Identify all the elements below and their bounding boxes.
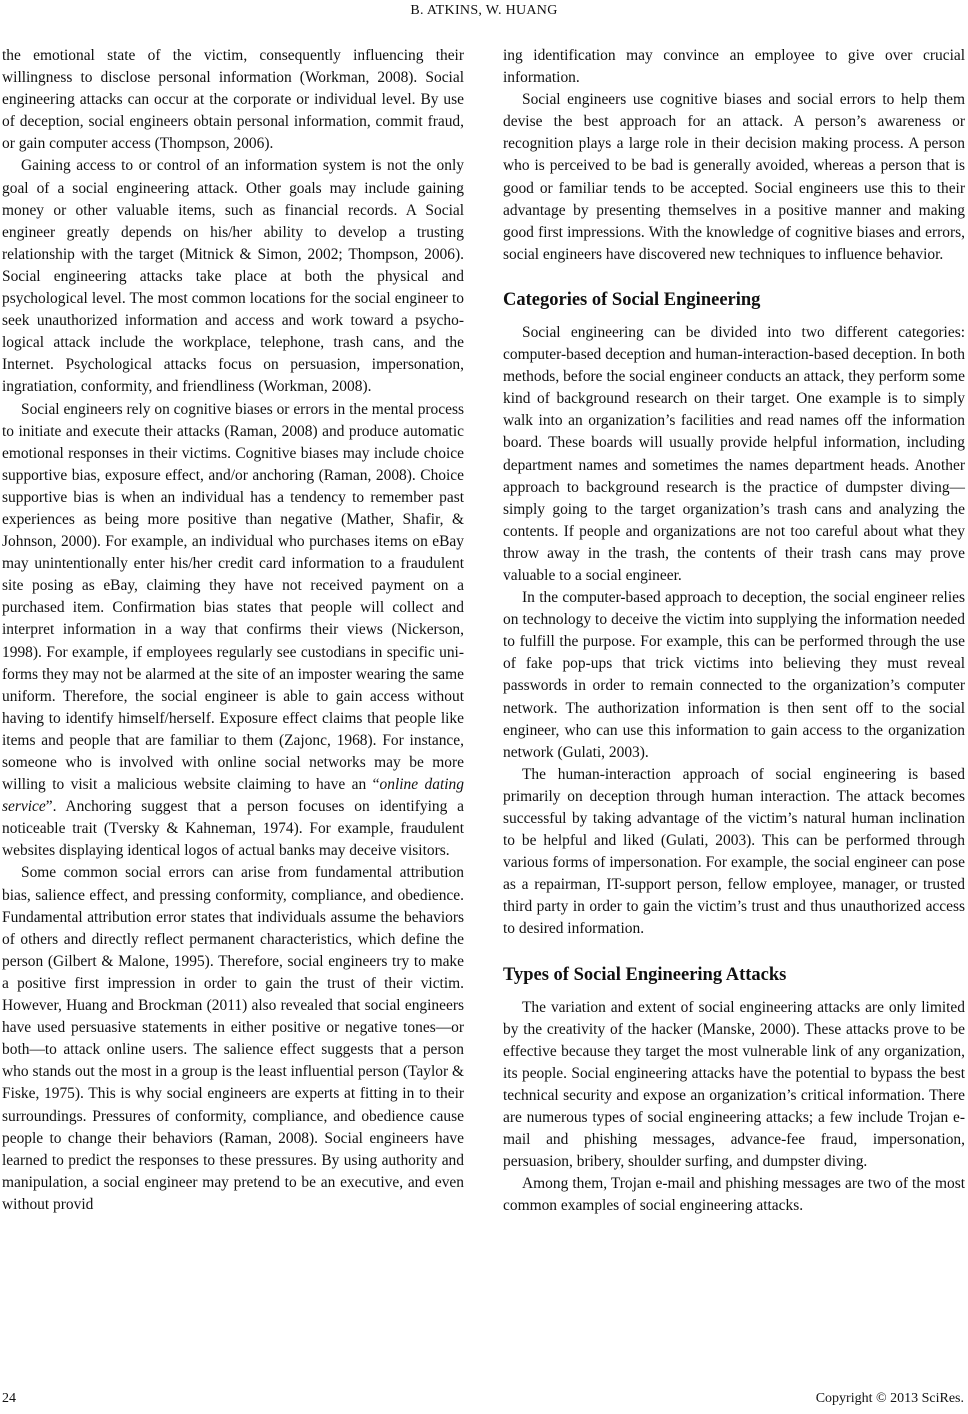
paragraph-text: Social engineers rely on cognitive biases or errors in the mental process to initiate and execute their attacks (Raman, 2008) and produce automatic emotional responses in their victims. Cognitive biases may include choice supportive bias, exposure effect, and/or anchoring (Raman, 2008). Choice supportive bias is when an individual has a tendency to remember past experiences as being more positive than negative (Mather, Shafir, & Johnson, 2000). For example, an individual who purchases items on eBay may unintentionally enter his/her credit card information to a fraudulent site posing as eBay, claiming they have not received payment on a purchased item. Confirmation bias states that people will collect and interpret information in a way that confirms their views (Nickerson, 1998). For example, if employees regularly see custodians in specific uniforms they may not be alarmed at the site of an imposter wearing the same uniform. Therefore, the social engineer is able to gain access without having to identify himself/herself. Exposure effect claims that people like items and people that are familiar to them (Zajonc, 1968). For instance, someone who is involved with online social networks may be more willing to visit a malicious website claiming to have an “ — [2, 400, 464, 794]
paragraph-text: ”. Anchoring suggest that a person focuses on identifying a noticeable trait (Tversky & Kahneman, 1974). For example, fraudulent websites displaying identical logos of actual banks may deceive visitors. — [2, 798, 464, 860]
paragraph: Some common social errors can arise from fundamental attribution bias, salience effect, and pressing conformity, compliance, and obedience. Fundamental attribution error states that individuals assume the behaviors of others and directly reflect permanent characteristics, which define the person (Gilbert & Malone, 1995). Therefore, social engineers try to make a positive first impression in order to gain the trust of their victim. However, Huang and Brockman (2011) also revealed that social engineers have used persuasive statements in either positive or negative tones—or both—to attack online users. The salience effect suggests that a person who stands out the most in a group is the least influential person (Taylor & Fiske, 1975). This is why social engineers are experts at fitting in to their surroundings. Pressures of conformity, compliance, and obedience cause people to change their behaviors (Raman, 2008). Social engineers have learned to predict the responses to these pressures. By using authority and manipulation, a social engineer may pretend to be an executive, and even without provid — [2, 864, 464, 1213]
running-head: B. ATKINS, W. HUANG — [410, 3, 558, 18]
paragraph: ing identification may convince an employee to give over crucial information. — [503, 47, 965, 87]
paragraph: Social engineering can be divided into two different categories: computer-based deception and human-interaction-based deception. In both methods, before the social engineer conducts an attack, they perform some kind of background research on their target. One example is to simply walk into an organization’s facilities and read names off the information board. These boards will usually provide helpful information, including department names and sometimes the names department heads. Another approach to background research is the practice of dumpster diving—simply going to the target organization’s trash cans and analyzing the contents. If people and organizations are not too careful about what they throw away in the trash, the contents of their trash cans may prove valuable to a social engineer. — [503, 323, 965, 584]
paragraph — [2, 399, 464, 863]
italic-term: online dating service — [2, 776, 464, 816]
copyright-notice: Copyright © 2013 SciRes. — [815, 1391, 964, 1406]
paragraph: Among them, Trojan e-mail and phishing messages are two of the most common examples of social engineering attacks. — [503, 1175, 965, 1215]
paragraph: Gaining access to or control of an information system is not the only goal of a social engineering attack. Other goals may include gaining money or other valuable items, such as financial records. A Social engineer greatly depends on his/her ability to develop a trusting relationship with the target (Mitnick & Simon, 2002; Thompson, 2006). Social engineering attacks take place at both the physical and psychological level. The most common locations for the social engineer to seek unauthorized information and access and work toward a psychological attack include the workplace, telephone, trash cans, and the Internet. Psychological attacks focus on persuasion, impersonation, ingratiation, conformity, and friendliness (Workman, 2008). — [2, 157, 464, 396]
section-heading: Types of Social Engineering Attacks — [503, 964, 787, 985]
page-number: 24 — [2, 1391, 16, 1406]
paragraph: the emotional state of the victim, consequently influencing their willingness to disclose personal information (Workman, 2008). Social engineering attacks can occur at the corporate or individual level. By use of deception, social engineers obtain personal information, commit fraud, or gain computer access (Thompson, 2006). — [2, 47, 464, 153]
paragraph: Social engineers use cognitive biases and social errors to help them devise the best approach for an attack. A person’s awareness or recognition plays a large role in their decision making process. A person who is perceived to be bad is generally avoided, whereas a person that is good or familiar tends to be accepted. Social engineers use this to their advantage by presenting themselves in a positive manner and making good first impressions. With the knowledge of cognitive biases and errors, social engineers have discovered new techniques to influence behavior. — [503, 91, 965, 263]
left-column — [2, 45, 464, 1216]
right-column — [503, 45, 965, 1218]
paragraph: The human-interaction approach of social engineering is based primarily on deception through human interaction. The attack becomes successful by taking advantage of the victim’s natural human inclination to be helpful and liked (Gulati, 2003). This can be performed through various forms of impersonation. For example, the social engineer can pose as a repairman, IT-support person, fellow employee, manager, or trusted third party in order to gain the victim’s trust and thus unauthorized access to desired information. — [503, 765, 965, 938]
section-heading: Categories of Social Engineering — [503, 289, 761, 310]
paragraph: The variation and extent of social engineering attacks are only limited by the creativity of the hacker (Manske, 2000). These attacks prove to be effective because they target the most vulnerable link of any organization, its people. Social engineering attacks have the potential to bypass the best technical security and expose an organization’s critical information. There are numerous types of social engineering attacks; a few include Trojan e-mail and phishing messages, advance-fee fraud, impersonation, persuasion, bribery, shoulder surfing, and dumpster diving. — [503, 998, 965, 1171]
paragraph: In the computer-based approach to deception, the social engineer relies on technology to deceive the victim into supplying the information needed to fulfill the purpose. For example, this can be performed through the use of fake pop-ups that trick victims into believing they must reveal passwords in order to remain connected to the organization’s computer network. The authorization information is then sent off to the social engineer, who can use this information to gain access to the organization network (Gulati, 2003). — [503, 589, 965, 761]
